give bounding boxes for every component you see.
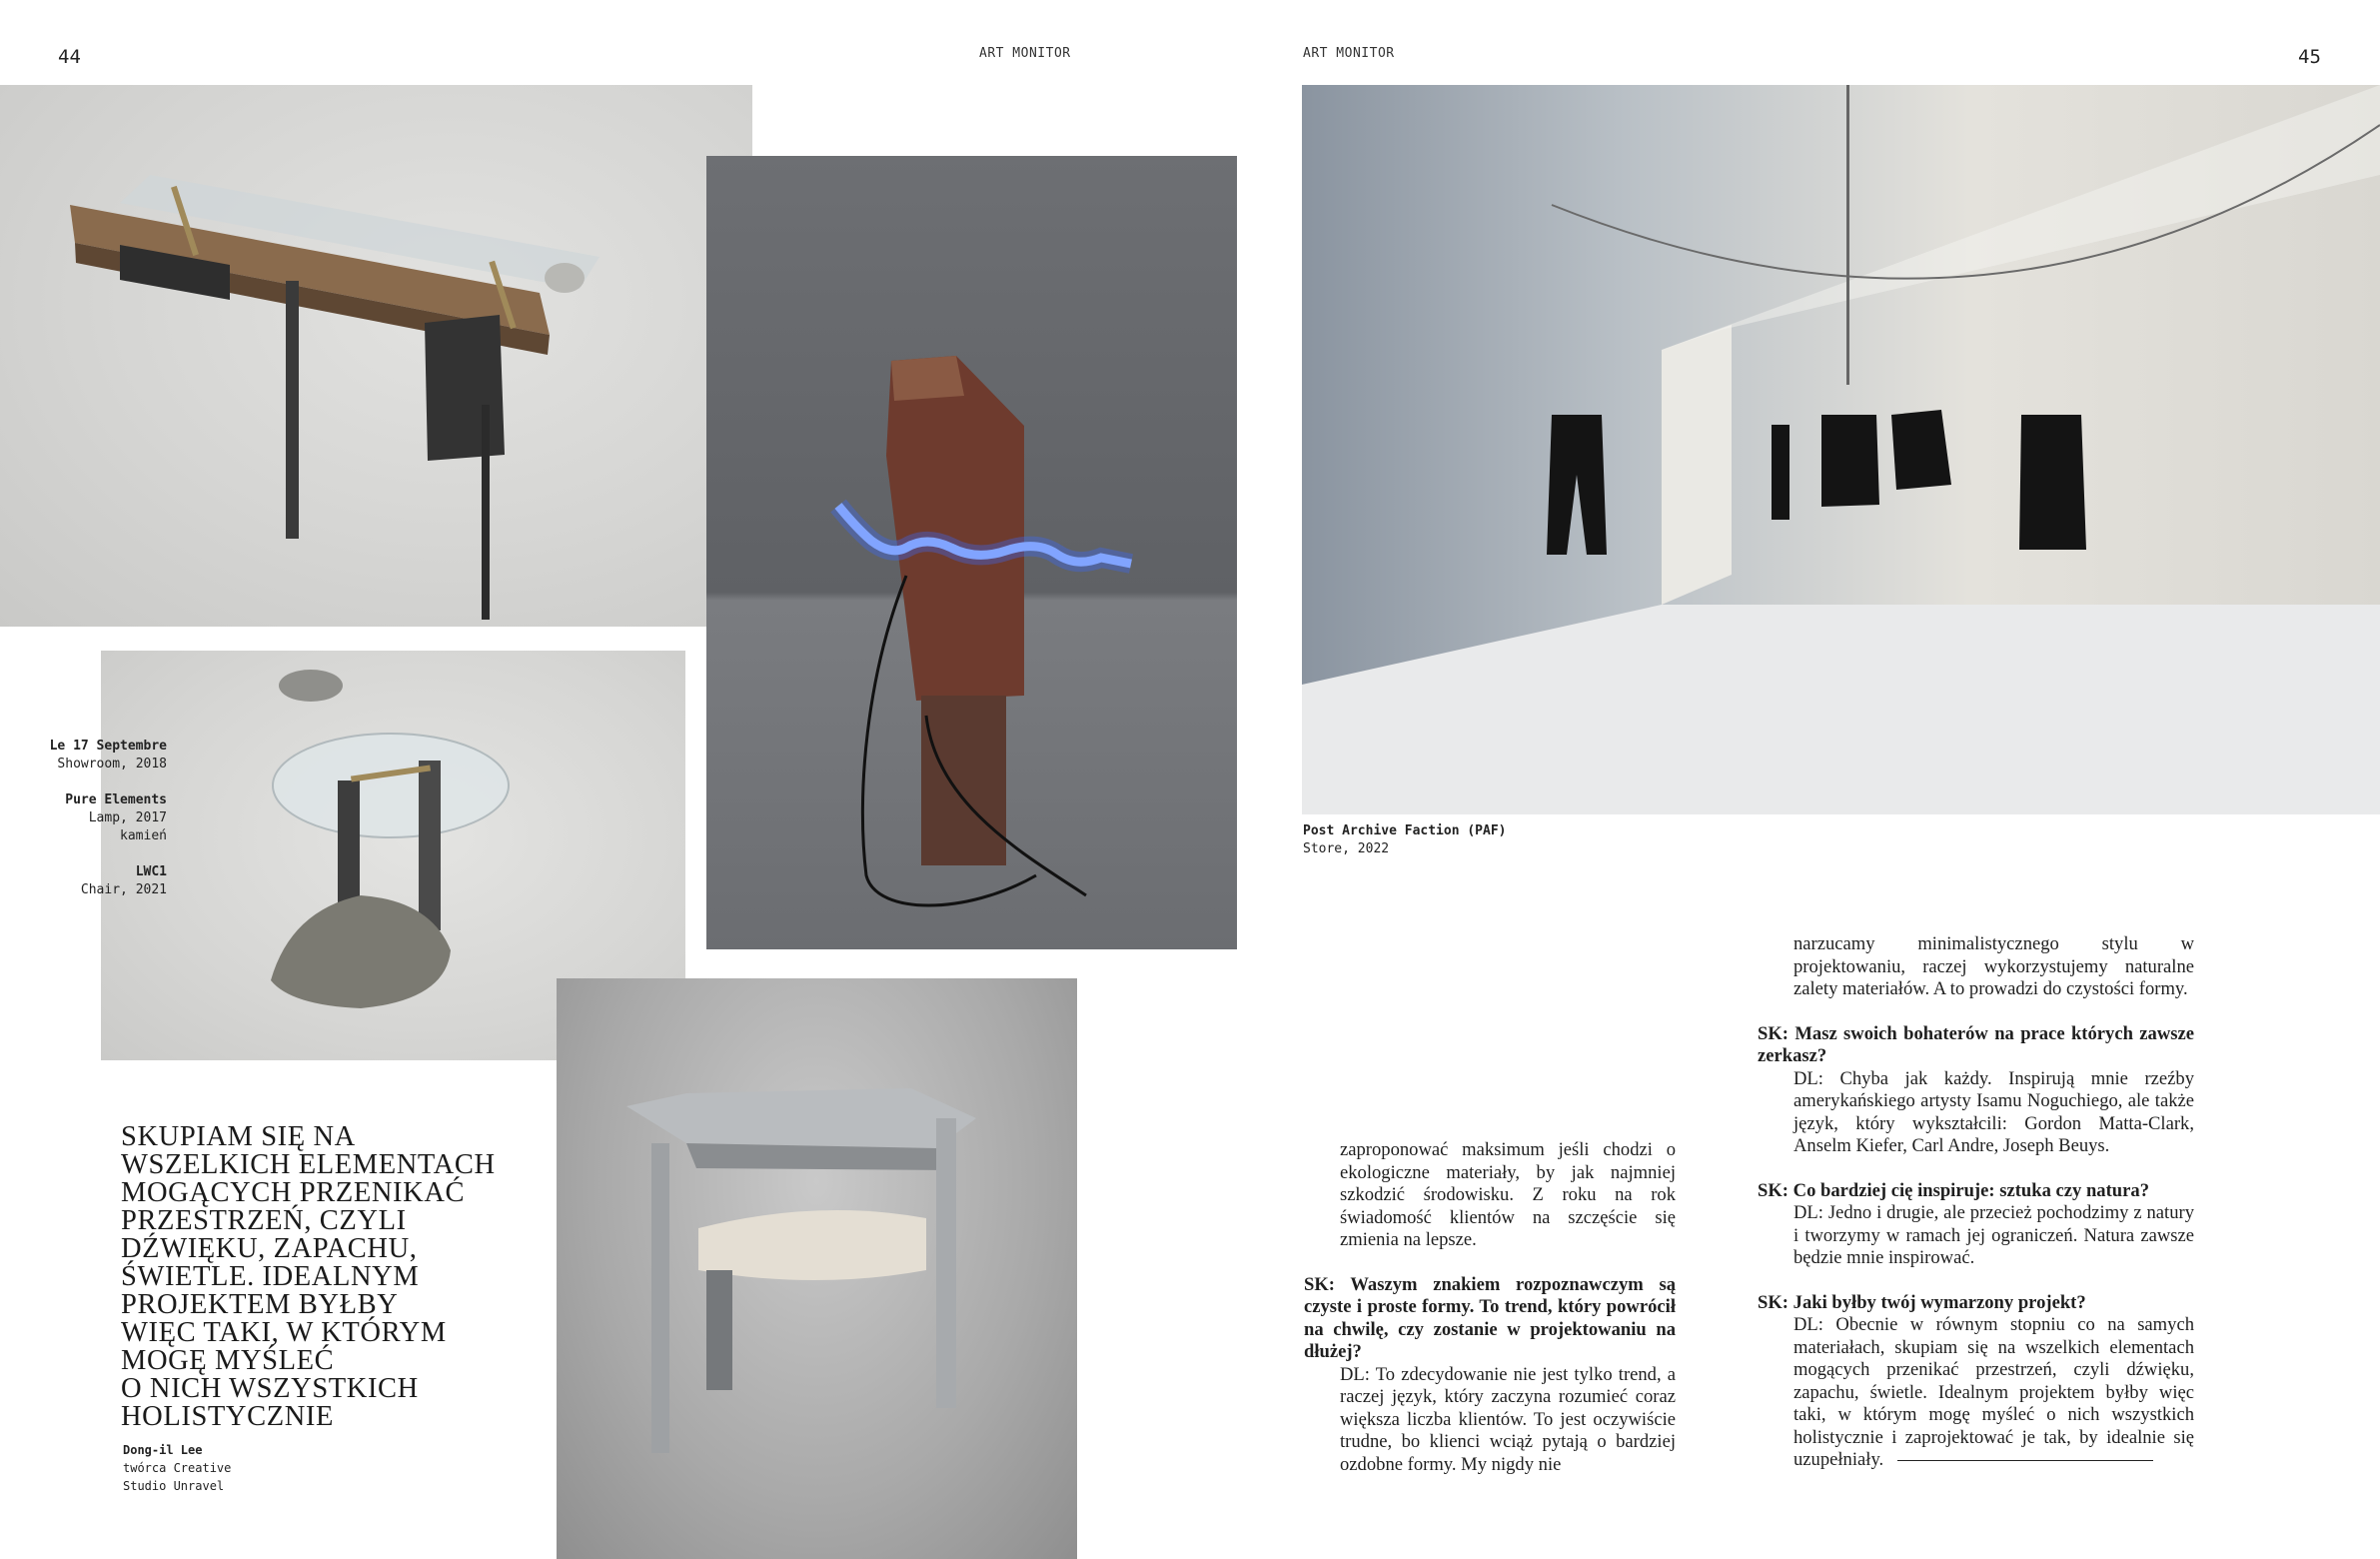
interview-answer: DL: To zdecydowanie nie jest tylko trend, a raczej język, który zaczyna rozumieć coraz większa liczba klientów. To jest oczywiście trudne, bo klienci wciąż pytają o bardziej ozdobne formy. My nigdy nie: [1340, 1363, 1676, 1475]
caption-line: Store, 2022: [1303, 841, 1390, 856]
quote-role-line: twórca Creative: [123, 1461, 232, 1475]
paragraph-continuation: narzucamy minimalistycznego stylu w projektowaniu, raczej wykorzystujemy naturalne zalety materiałów. A to prowadzi do czystości formy.: [1793, 933, 2194, 999]
answer-text: DL: Obecnie w równym stopniu co na samych materiałach, skupiam się na wszelkich elementach mogących przenikać przestrzeń, czyli dźwięku, zapachu, świetle. Idealnym projektem byłby więc taki, w którym mogę myśleć o nich wszystkich holistycznie i zaprojektować je tak, by idealnie się uzupełniały.: [1793, 1314, 2194, 1470]
interview-question: SK: Jaki byłby twój wymarzony projekt?: [1758, 1291, 2086, 1313]
caption-pure-elements: [30, 791, 167, 845]
paragraph-continuation: zaproponować maksimum jeśli chodzi o ekologiczne materiały, by jak najmniej szkodzić środowisku. Z roku na rok świadomość klientów na szczęście się zmienia na lepsze.: [1340, 1139, 1676, 1250]
pull-quote-line: WSZELKICH ELEMENTACH: [121, 1149, 496, 1180]
pull-quote-line: MOGĘ MYŚLEĆ: [121, 1345, 335, 1376]
caption-title: LWC1: [135, 864, 167, 879]
caption-le-17-septembre: [30, 738, 167, 774]
photo-store-post-archive-faction: [1302, 85, 2380, 814]
pull-quote-line: PRZESTRZEŃ, CZYLI: [121, 1205, 407, 1236]
body-column-1: [1304, 1139, 1676, 1476]
pull-quote: [121, 1123, 521, 1431]
quote-author: Dong-il Lee: [123, 1443, 203, 1457]
captions-left-block: [30, 738, 167, 917]
interview-question: SK: Masz swoich bohaterów na prace których zawsze zerkasz?: [1758, 1022, 2194, 1066]
running-head-right: ART MONITOR: [1303, 46, 1395, 61]
quote-role-line: Studio Unravel: [123, 1479, 225, 1493]
caption-line: Chair, 2021: [80, 882, 167, 897]
interview-answer-final: [1758, 1314, 2194, 1472]
caption-paf-store: [1303, 822, 1507, 858]
photo-lamp-pure-elements: [706, 156, 1237, 949]
caption-line: kamień: [120, 828, 167, 843]
pull-quote-line: O NICH WSZYSTKICH: [121, 1373, 419, 1404]
pull-quote-line: MOGĄCYCH PRZENIKAĆ: [121, 1177, 466, 1208]
pull-quote-line: SKUPIAM SIĘ NA: [121, 1121, 356, 1152]
interview-answer: DL: Jedno i drugie, ale przecież pochodzimy z natury i tworzymy w ramach jej ograniczeń. Natura zawsze będzie mnie inspirować.: [1793, 1202, 2194, 1268]
pull-quote-line: DŹWIĘKU, ZAPACHU,: [121, 1233, 418, 1264]
end-rule: [1897, 1460, 2153, 1461]
pull-quote-line: WIĘC TAKI, W KTÓRYM: [121, 1317, 447, 1348]
page-number-right: 45: [2298, 46, 2321, 68]
interview-question: SK: Co bardziej cię inspiruje: sztuka czy natura?: [1758, 1179, 2149, 1201]
caption-title: Le 17 Septembre: [49, 739, 167, 754]
caption-line: Showroom, 2018: [57, 757, 167, 772]
caption-line: Lamp, 2017: [88, 810, 167, 825]
running-head-left: ART MONITOR: [979, 46, 1071, 61]
interview-answer: DL: Chyba jak każdy. Inspirują mnie rzeźby amerykańskiego artysty Isamu Noguchiego, ale także język, który wykształcili: Gordon Matta-Clark, Anselm Kiefer, Carl Andre, Joseph Beuys.: [1793, 1067, 2194, 1156]
pull-quote-line: PROJEKTEM BYŁBY: [121, 1289, 399, 1320]
caption-lwc1: [30, 863, 167, 899]
page-number-left: 44: [58, 46, 81, 68]
interview-question: SK: Waszym znakiem rozpoznawczym są czyste i proste formy. To trend, który powrócił na chwilę, czy zostanie w projektowaniu na dłużej?: [1304, 1273, 1676, 1362]
pull-quote-line: HOLISTYCZNIE: [121, 1401, 335, 1432]
photo-chair-lwc1: [557, 978, 1077, 1559]
pull-quote-attribution: [123, 1441, 231, 1495]
body-column-2: [1758, 933, 2194, 1472]
photo-table-le-17-septembre: [0, 85, 752, 627]
caption-title: Post Archive Faction (PAF): [1303, 823, 1507, 838]
pull-quote-line: ŚWIETLE. IDEALNYM: [121, 1261, 420, 1292]
caption-title: Pure Elements: [65, 792, 167, 807]
